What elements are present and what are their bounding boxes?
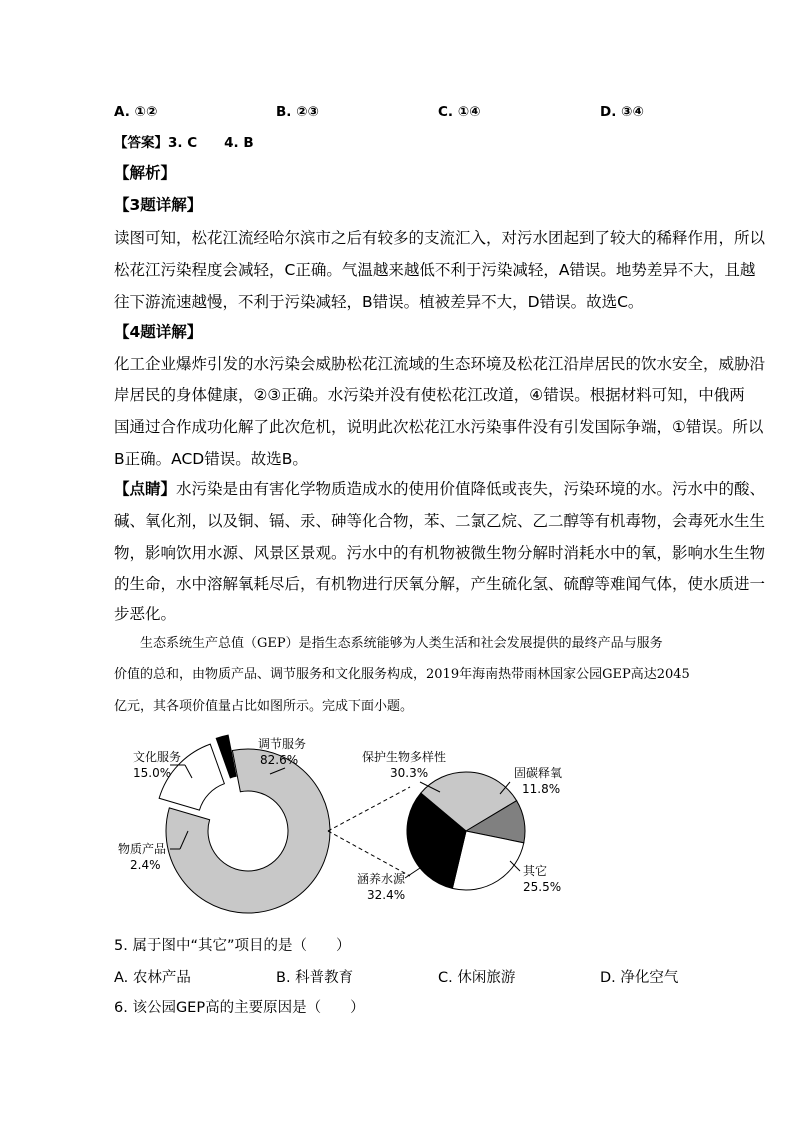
- donut-chart: [159, 735, 330, 913]
- label-tiaojie: 调节服务: [258, 737, 307, 751]
- point-line: 碱、氧化剂，以及铜、镉、汞、砷等化合物，苯、二氯乙烷、乙二醇等有机毒物，会毒死水生生: [114, 512, 766, 530]
- option-b: B. ②③: [276, 104, 319, 120]
- q3-line: 往下游流速越慢，不利于污染减轻，B错误。植被差异不大，D错误。故选C。: [114, 293, 644, 311]
- answer-line: 【答案】3. C 4. B: [114, 135, 254, 151]
- q4-line: B正确。ACD错误。故选B。: [114, 450, 308, 468]
- option-d: D. ③④: [600, 104, 644, 120]
- connector-lines: [328, 787, 410, 876]
- option-c: C. ①④: [438, 104, 481, 120]
- point-label: 【点睛】: [114, 480, 177, 498]
- q5-option-c: C. 休闲旅游: [438, 970, 516, 986]
- passage-line: 生态系统生产总值（GEP）是指生态系统能够为人类生活和社会发展提供的最终产品与服务: [114, 636, 663, 651]
- label-wenhua: 文化服务: [133, 750, 182, 764]
- value-qita: 25.5%: [523, 880, 562, 894]
- passage-line: 价值的总和，由物质产品、调节服务和文化服务构成，2019年海南热带雨林国家公园GEP高达2045: [114, 667, 690, 682]
- value-hanyang: 32.4%: [367, 888, 406, 902]
- label-baohu: 保护生物多样性: [362, 750, 447, 764]
- q3-line: 读图可知，松花江流经哈尔滨市之后有较多的支流汇入，对污水团起到了较大的稀释作用，所以: [114, 229, 766, 247]
- q6-stem: 6. 该公园GEP高的主要原因是（ ）: [114, 1000, 365, 1016]
- point-text: 水污染是由有害化学物质造成水的使用价值降低或丧失，污染环境的水。污水中的酸、: [176, 480, 766, 498]
- pie-chart: [407, 772, 525, 890]
- q5-option-d: D. 净化空气: [600, 970, 679, 986]
- label-wuzhi: 物质产品: [118, 842, 167, 856]
- q4-line: 岸居民的身体健康，②③正确。水污染并没有使松花江改道，④错误。根据材料可知，中俄两: [114, 386, 745, 404]
- point-line: 的生命，水中溶解氧耗尽后，有机物进行厌氧分解，产生硫化氢、硫醇等难闻气体，使水质进一: [114, 575, 766, 593]
- q5-stem: 5. 属于图中“其它”项目的是（ ）: [114, 938, 351, 954]
- value-wuzhi: 2.4%: [130, 858, 161, 872]
- analysis-title: 【解析】: [114, 164, 177, 182]
- q3-line: 松花江污染程度会减轻，C正确。气温越来越低不利于污染减轻，A错误。地势差异不大，且越: [114, 261, 756, 279]
- q4-line: 国通过合作成功化解了此次危机，说明此次松花江水污染事件没有引发国际争端，①错误。所以: [114, 418, 764, 436]
- label-gutan: 固碳释氧: [514, 766, 563, 780]
- q5-option-a: A. 农林产品: [114, 970, 191, 986]
- value-tiaojie: 82.6%: [260, 753, 299, 767]
- q4-title: 【4题详解】: [114, 323, 203, 341]
- point-line-first: [114, 479, 765, 499]
- label-hanyang: 涵养水源: [357, 872, 406, 886]
- value-gutan: 11.8%: [522, 782, 561, 796]
- q4-line: 化工企业爆炸引发的水污染会威胁松花江流域的生态环境及松花江沿岸居民的饮水安全，威胁沿: [114, 355, 766, 373]
- passage-line: 亿元，其各项价值量占比如图所示。完成下面小题。: [114, 699, 414, 714]
- point-line: 步恶化。: [114, 605, 177, 623]
- value-baohu: 30.3%: [390, 766, 429, 780]
- point-line: 物，影响饮用水源、风景区景观。污水中的有机物被微生物分解时消耗水中的氧，影响水生生物: [114, 544, 766, 562]
- option-a: A. ①②: [114, 104, 158, 120]
- value-wenhua: 15.0%: [133, 766, 172, 780]
- q3-title: 【3题详解】: [114, 196, 203, 214]
- gep-chart: [0, 730, 794, 930]
- q5-option-b: B. 科普教育: [276, 970, 354, 986]
- label-qita: 其它: [523, 864, 548, 878]
